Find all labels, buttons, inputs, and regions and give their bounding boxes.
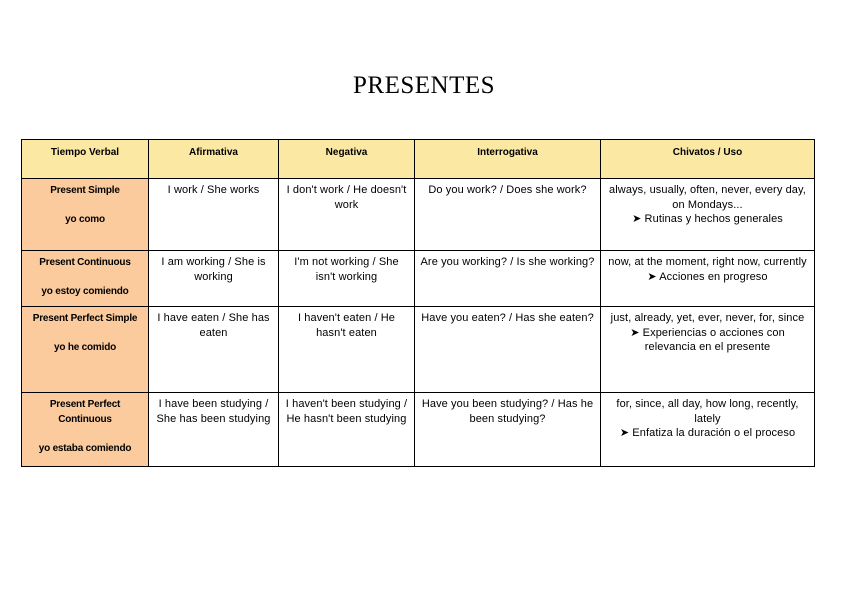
tense-name: Present Continuous <box>39 257 131 268</box>
table-row <box>22 393 815 467</box>
table-row <box>22 251 815 307</box>
usage-note: ➤ Rutinas y hechos generales <box>632 213 783 225</box>
interrogative-cell: Have you eaten? / Has she eaten? <box>415 307 601 393</box>
time-markers: now, at the moment, right now, currently <box>608 256 807 268</box>
tense-name: Present Simple <box>50 185 120 196</box>
header-negativa: Negativa <box>279 140 415 179</box>
negative-cell: I haven't eaten / He hasn't eaten <box>279 307 415 393</box>
tense-example: yo estoy comiendo <box>41 286 129 297</box>
tense-cell <box>22 307 149 393</box>
time-markers: just, already, yet, ever, never, for, since <box>610 312 805 324</box>
tense-cell <box>22 251 149 307</box>
usage-note: ➤ Experiencias o acciones con relevancia en el presente <box>630 326 785 353</box>
usage-note: ➤ Enfatiza la duración o el proceso <box>619 427 796 439</box>
time-markers: for, since, all day, how long, recently, lately <box>616 398 799 425</box>
table-row <box>22 307 815 393</box>
usage-note: ➤ Acciones en progreso <box>647 270 768 283</box>
tense-name: Present Perfect Continuous <box>49 399 121 425</box>
tense-cell <box>22 179 149 251</box>
interrogative-cell: Have you been studying? / Has he been studying? <box>415 393 601 467</box>
usage-cell <box>601 251 815 307</box>
table-header-row <box>22 140 815 179</box>
interrogative-cell: Are you working? / Is she working? <box>415 251 601 307</box>
usage-cell <box>601 307 815 393</box>
affirmative-cell: I have eaten / She has eaten <box>149 307 279 393</box>
negative-cell: I'm not working / She isn't working <box>279 251 415 307</box>
header-interrogativa: Interrogativa <box>415 140 601 179</box>
negative-cell: I haven't been studying / He hasn't been studying <box>279 393 415 467</box>
header-tiempo-verbal: Tiempo Verbal <box>22 140 149 179</box>
affirmative-cell: I have been studying / She has been studying <box>149 393 279 467</box>
time-markers: always, usually, often, never, every day, on Mondays... <box>609 184 806 211</box>
usage-cell <box>601 393 815 467</box>
tenses-table <box>21 139 815 467</box>
header-afirmativa: Afirmativa <box>149 140 279 179</box>
tense-cell <box>22 393 149 467</box>
tense-example: yo he comido <box>53 342 117 353</box>
header-chivatos-uso: Chivatos / Uso <box>601 140 815 179</box>
table-row <box>22 179 815 251</box>
tense-example: yo como <box>65 214 105 225</box>
page-title: PRESENTES <box>352 72 496 99</box>
interrogative-cell: Do you work? / Does she work? <box>415 179 601 251</box>
usage-cell <box>601 179 815 251</box>
affirmative-cell: I work / She works <box>149 179 279 251</box>
tense-example: yo estaba comiendo <box>38 443 132 454</box>
affirmative-cell: I am working / She is working <box>149 251 279 307</box>
tense-name: Present Perfect Simple <box>32 313 138 324</box>
negative-cell: I don't work / He doesn't work <box>279 179 415 251</box>
